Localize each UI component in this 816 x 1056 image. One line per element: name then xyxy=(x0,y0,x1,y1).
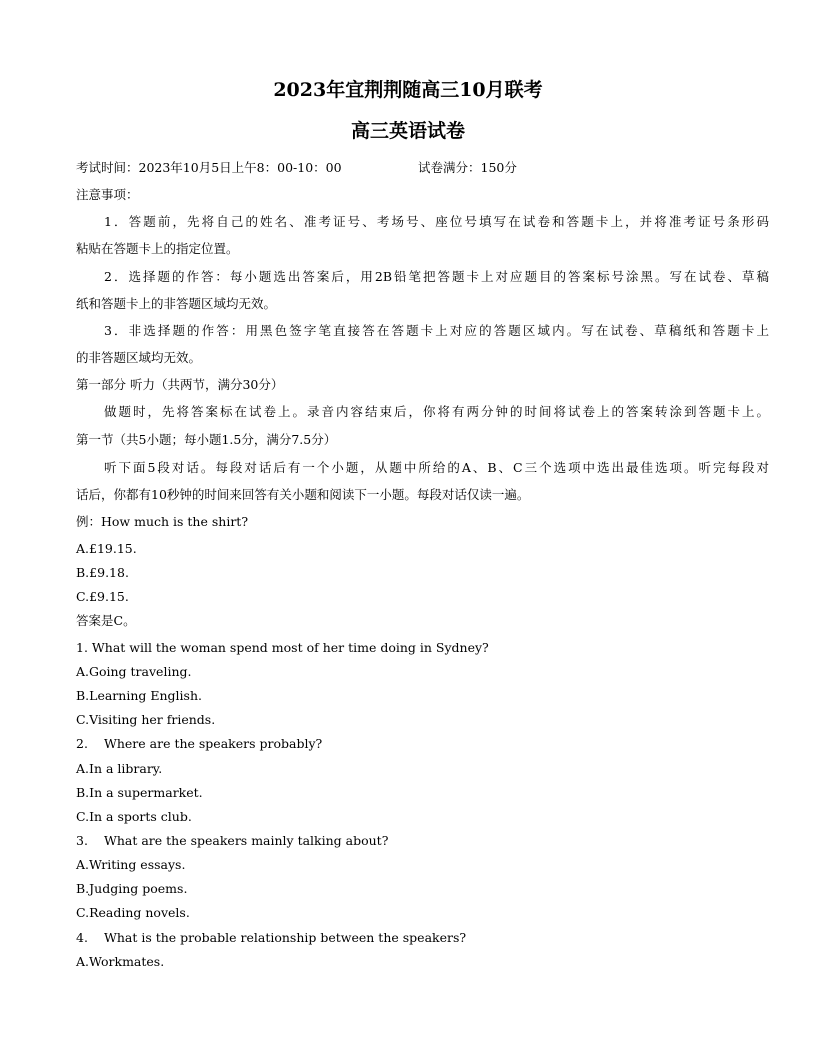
exam-subtitle: 高三英语试卷 xyxy=(350,120,465,142)
note-item-3-line-1: 3．非选择题的作答：用黑色签字笔直接答在答题卡上对应的答题区域内。写在试卷、草稿纸和答题卡上 xyxy=(104,323,769,338)
question-3-option-a: A.Writing essays. xyxy=(76,857,186,872)
question-text: Where are the speakers probably? xyxy=(104,736,323,751)
question-2-option-a: A.In a library. xyxy=(76,761,163,776)
example-option-b: B.£9.18. xyxy=(76,565,129,580)
question-2 xyxy=(76,735,322,753)
example-question: 例：How much is the shirt? xyxy=(76,514,249,529)
question-4 xyxy=(76,929,466,947)
question-3-option-b: B.Judging poems. xyxy=(76,881,188,896)
question-4-option-a: A.Workmates. xyxy=(76,954,165,969)
question-3-option-c: C.Reading novels. xyxy=(76,905,190,920)
question-1 xyxy=(76,639,489,657)
exam-title: 2023年宜荆荆随高三10月联考 xyxy=(273,79,543,101)
section1-heading: 第一节（共5小题；每小题1.5分，满分7.5分） xyxy=(76,432,337,447)
section1-instruction-line-2: 话后，你都有10秒钟的时间来回答有关小题和阅读下一小题。每段对话仅读一遍。 xyxy=(76,487,530,502)
question-text: What will the woman spend most of her time doing in Sydney? xyxy=(91,640,489,655)
section1-instruction-line-1: 听下面5段对话。每段对话后有一个小题，从题中所给的A、B、C三个选项中选出最佳选项。听完每段对 xyxy=(104,460,769,475)
question-3 xyxy=(76,832,388,850)
example-option-a: A.£19.15. xyxy=(76,541,137,556)
part1-instruction: 做题时，先将答案标在试卷上。录音内容结束后，你将有两分钟的时间将试卷上的答案转涂到答题卡上。 xyxy=(104,404,769,419)
question-number: 4. xyxy=(76,930,88,945)
exam-score: 试卷满分：150分 xyxy=(418,160,517,175)
question-1-option-c: C.Visiting her friends. xyxy=(76,712,216,727)
question-text: What are the speakers mainly talking about? xyxy=(104,833,389,848)
question-2-option-c: C.In a sports club. xyxy=(76,809,192,824)
question-number: 2. xyxy=(76,736,88,751)
question-1-option-b: B.Learning English. xyxy=(76,688,202,703)
question-number: 3. xyxy=(76,833,88,848)
question-number: 1. xyxy=(76,640,88,655)
note-item-1-line-1: 1．答题前，先将自己的姓名、准考证号、考场号、座位号填写在试卷和答题卡上，并将准考证号条形码 xyxy=(104,214,769,229)
question-1-option-a: A.Going traveling. xyxy=(76,664,192,679)
note-item-3-line-2: 的非答题区域均无效。 xyxy=(76,350,202,365)
exam-time: 考试时间：2023年10月5日上午8：00-10：00 xyxy=(76,160,342,175)
example-answer: 答案是C。 xyxy=(76,613,136,628)
part1-heading: 第一部分 听力（共两节，满分30分） xyxy=(76,377,284,392)
note-item-2-line-1: 2．选择题的作答：每小题选出答案后，用2B铅笔把答题卡上对应题目的答案标号涂黑。写在试卷、草稿 xyxy=(104,269,769,284)
example-option-c: C.£9.15. xyxy=(76,589,129,604)
question-text: What is the probable relationship between the speakers? xyxy=(104,930,467,945)
note-item-1-line-2: 粘贴在答题卡上的指定位置。 xyxy=(76,241,239,256)
notes-heading: 注意事项： xyxy=(76,187,139,202)
question-2-option-b: B.In a supermarket. xyxy=(76,785,203,800)
note-item-2-line-2: 纸和答题卡上的非答题区域均无效。 xyxy=(76,296,277,311)
